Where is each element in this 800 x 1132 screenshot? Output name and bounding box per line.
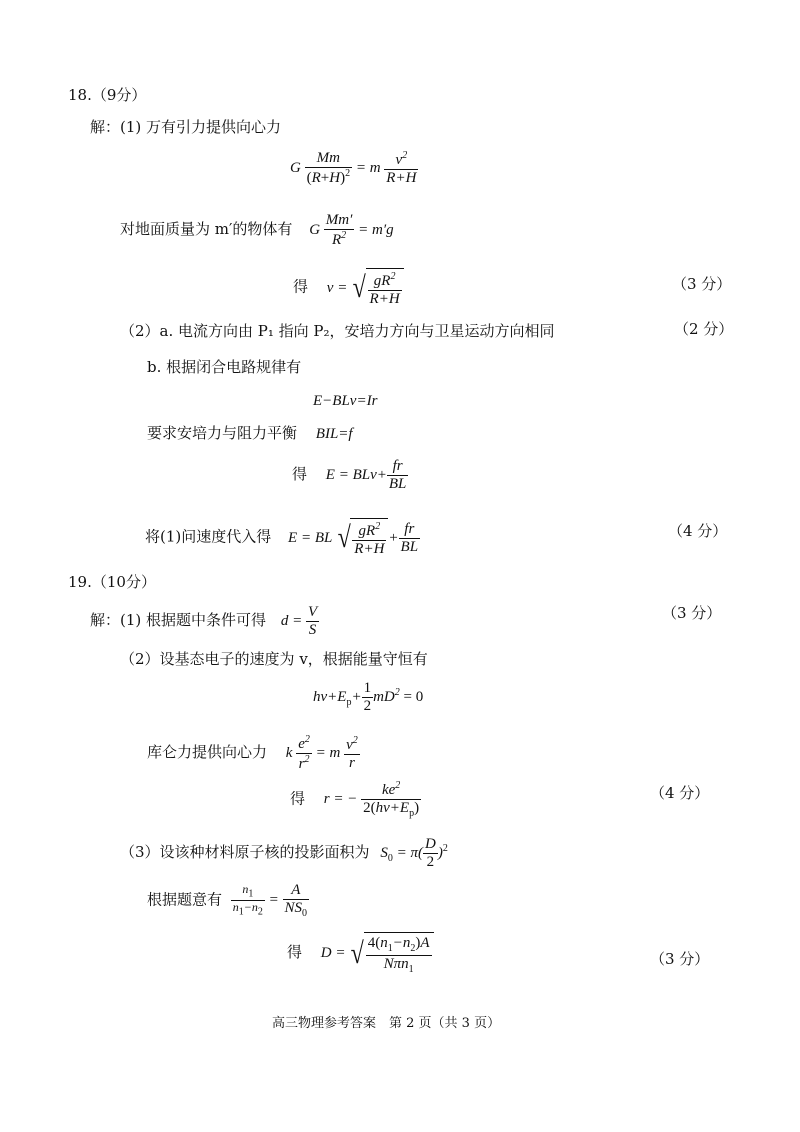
- q19-radius-result: r = − $\frac{ke^2}{2(h\nu+E_p)}$: [323, 780, 420, 820]
- q18-ground-mass-label: 对地面质量为 m′的物体有: [120, 220, 293, 239]
- q19-condition-label: 根据题意有: [147, 890, 223, 909]
- q18-part1-score: （3 分）: [672, 275, 732, 293]
- q19-diameter-result: D = √ $\frac{4(n_1-n_2)A}{N\pi n_1}$: [321, 945, 434, 961]
- q18-velocity-result: v = √ $\frac{gR^2}{R+H}$: [327, 280, 404, 296]
- q18-gravity-equation: G $\frac{Mm}{(R+H)^2}$ = m $\frac{v^2}{R+H}$: [290, 150, 417, 187]
- q19-part3-score: （3 分）: [650, 950, 710, 968]
- q19-diameter-equation: d = $\frac{V}{S}$: [280, 604, 318, 639]
- q19-coulomb-label: 库仑力提供向心力: [147, 743, 268, 762]
- q19-part1-line: [90, 604, 319, 640]
- q19-header: 19.（10分）: [68, 573, 156, 591]
- q19-radius-result-line: [290, 780, 421, 820]
- q19-part1-text: 解：(1) 根据题中条件可得: [90, 611, 267, 630]
- q19-result-label-1: 得: [290, 789, 306, 808]
- q18-part2a: （2）a. 电流方向由 P₁ 指向 P₂，安培力方向与卫星运动方向相同: [120, 322, 555, 340]
- q18-emf-result-line: [292, 458, 408, 494]
- q18-circuit-equation: E−BLv=Ir: [313, 393, 378, 409]
- q18-balance-label: 要求安培力与阻力平衡: [147, 424, 298, 442]
- q19-part2-intro: （2）设基态电子的速度为 v，根据能量守恒有: [120, 650, 428, 668]
- q19-part3-intro-line: [120, 836, 448, 872]
- q18-part1-intro: 解：(1) 万有引力提供向心力: [90, 118, 282, 136]
- page-footer: 高三物理参考答案 第 2 页（共 3 页）: [272, 1016, 501, 1031]
- q18-substitution-label: 将(1)问速度代入得: [145, 527, 272, 546]
- q18-result-label-1: 得: [293, 277, 309, 296]
- q19-part2-score: （4 分）: [650, 784, 710, 802]
- q18-final-emf: E = BL √ $\frac{gR^2}{R+H}$ + $\frac{fr}{BL}$: [288, 530, 420, 546]
- q18-emf-result: E = BLv+ $\frac{fr}{BL}$: [325, 458, 407, 493]
- q18-part2b-intro: b. 根据闭合电路规律有: [147, 358, 302, 376]
- q18-velocity-result-line: [293, 268, 404, 309]
- q19-result-label-2: 得: [287, 942, 303, 961]
- q19-coulomb-equation: k $\frac{e^2}{r^2}$ = m $\frac{v^2}{r}$: [285, 734, 358, 773]
- q19-part3-intro: （3）设该种材料原子核的投影面积为: [120, 843, 370, 862]
- q18-header: 18.（9分）: [68, 86, 147, 104]
- q19-condition-line: [147, 882, 309, 920]
- q19-diameter-result-line: [287, 932, 434, 975]
- q18-ground-mass-line: [120, 212, 394, 250]
- q18-balance-equation: BIL=f: [315, 426, 353, 442]
- q18-result-label-2: 得: [292, 465, 308, 484]
- q18-part2b-score: （4 分）: [668, 522, 728, 540]
- q18-substitution-line: [145, 518, 420, 559]
- q19-part1-score: （3 分）: [662, 604, 722, 622]
- q19-ratio-equation: $\frac{n_1}{n_1-n_2}$ = $\frac{A}{NS_0}$: [232, 882, 308, 920]
- q19-energy-equation: $h\nu+E_p+$ $\frac{1}{2}$ $mD^2 = 0$: [313, 680, 424, 715]
- q19-coulomb-line: [147, 734, 360, 774]
- q19-area-equation: $S_0 = \pi$( $\frac{D}{2}$ )$^2$: [380, 836, 448, 871]
- q18-surface-gravity-equation: G $\frac{Mm'}{R^2}$ = m′g: [309, 212, 394, 249]
- q18-balance-line: [147, 424, 353, 443]
- q18-part2a-score: （2 分）: [674, 320, 734, 338]
